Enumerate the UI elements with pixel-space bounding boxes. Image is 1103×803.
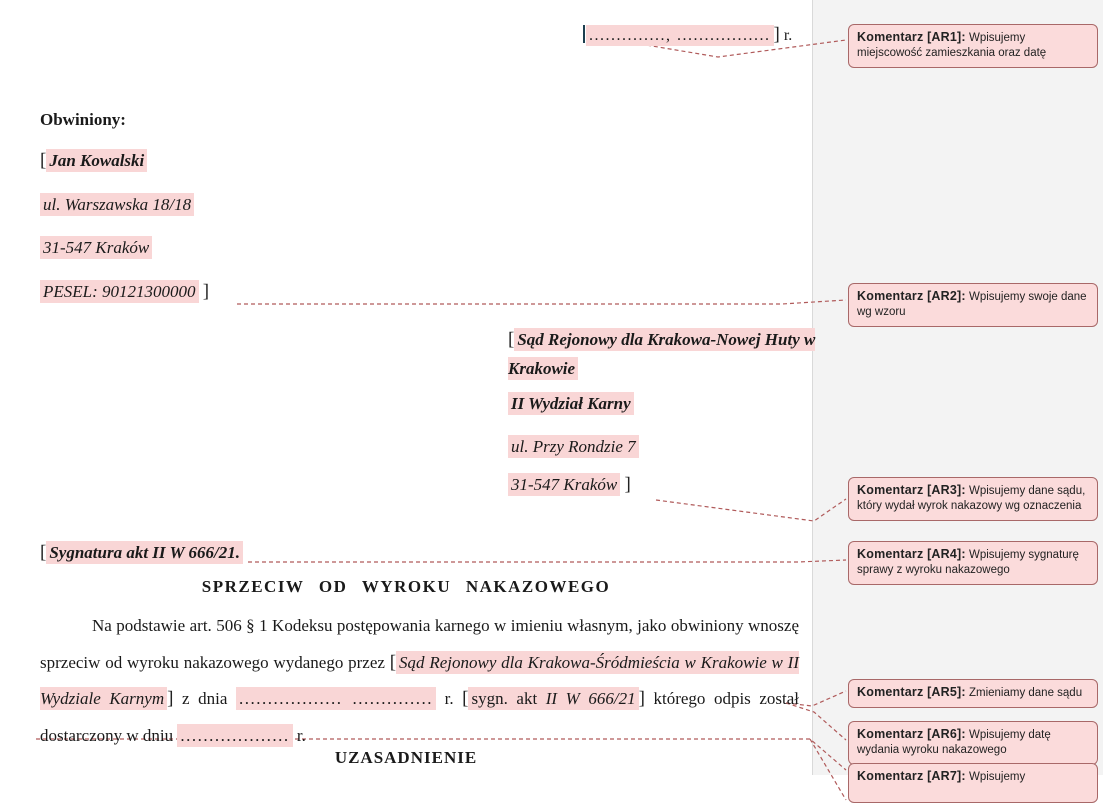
court-street[interactable]: ul. Przy Rondzie 7 xyxy=(508,435,639,458)
comment-ar7-label: Komentarz [AR7]: xyxy=(857,769,966,783)
body-text-3: r. xyxy=(436,689,463,708)
comment-ar5[interactable] xyxy=(848,679,1098,708)
delivery-date-placeholder[interactable]: ................... xyxy=(177,724,292,747)
comment-ar3[interactable] xyxy=(848,477,1098,521)
comment-range-close-bracket: ] xyxy=(638,688,645,709)
comment-range-open-bracket: [ xyxy=(40,542,47,563)
comments-pane xyxy=(812,0,1103,775)
defendant-pesel[interactable]: PESEL: 90121300000 xyxy=(40,280,199,303)
comment-ar2-text: Wpisujemy swoje dane wg wzoru xyxy=(857,291,1087,318)
comment-range-open-bracket: [ xyxy=(508,329,515,350)
defendant-city[interactable]: 31-547 Kraków xyxy=(40,236,152,259)
place-date-suffix: r. xyxy=(779,27,793,44)
comment-ar6-text: Wpisujemy datę wydania wyroku nakazowego xyxy=(857,729,1051,756)
comment-ar4-label: Komentarz [AR4]: xyxy=(857,547,966,561)
defendant-label: Obwiniony: xyxy=(40,110,126,129)
body-text-1: Na podstawie art. 506 § 1 Kodeksu postępowania karnego w imieniu własnym, jako obwiniony wnoszę sprzeciw od wyroku nakazowego wydanego przez xyxy=(40,616,799,672)
defendant-name-line xyxy=(40,150,147,172)
comment-ar2-label: Komentarz [AR2]: xyxy=(857,289,966,303)
case-number: II W 666/21 xyxy=(545,689,636,708)
defendant-pesel-line xyxy=(40,281,209,303)
comment-ar1-text: Wpisujemy miejscowość zamieszkania oraz datę xyxy=(857,32,1047,59)
body-paragraph xyxy=(40,608,799,754)
court-city-line xyxy=(508,474,631,496)
comment-ar1[interactable] xyxy=(848,24,1098,68)
comment-ar4-text: Wpisujemy sygnaturę sprawy z wyroku nakazowego xyxy=(857,549,1079,576)
comment-range-close-bracket: ] xyxy=(202,281,210,302)
comment-ar2[interactable] xyxy=(848,283,1098,327)
comment-ar7-text: Wpisujemy xyxy=(965,771,1026,783)
court-name-line xyxy=(508,325,880,383)
comment-range-close-bracket: ] xyxy=(773,24,780,45)
judgment-date-placeholder[interactable]: .................. .............. xyxy=(236,687,436,710)
issuing-court-highlight[interactable]: Sąd Rejonowy dla Krakowa-Śródmieścia w Krakowie w II Wydziale Karnym xyxy=(40,652,799,708)
defendant-street[interactable]: ul. Warszawska 18/18 xyxy=(40,193,194,216)
text-cursor xyxy=(583,25,585,43)
body-text-5: r. xyxy=(292,725,306,745)
defendant-city-line xyxy=(40,238,152,258)
defendant-name[interactable]: Jan Kowalski xyxy=(46,149,147,172)
case-number-highlight[interactable] xyxy=(468,687,638,710)
case-number-prefix: sygn. akt xyxy=(471,689,546,708)
comment-range-close-bracket: ] xyxy=(167,688,174,709)
comment-ar1-label: Komentarz [AR1]: xyxy=(857,30,966,44)
body-text-4: którego odpis został dostarczony w dniu xyxy=(40,689,800,745)
comment-ar5-text: Zmieniamy dane sądu xyxy=(965,687,1083,699)
defendant-street-line xyxy=(40,195,194,215)
court-division-line xyxy=(508,394,634,414)
comment-range-open-bracket: [ xyxy=(40,150,47,171)
place-date-line xyxy=(583,24,792,46)
court-name[interactable]: Sąd Rejonowy dla Krakowa-Nowej Huty w Krakowie xyxy=(508,330,816,378)
body-text-2: z dnia xyxy=(173,689,236,708)
court-division[interactable]: II Wydział Karny xyxy=(508,392,634,415)
justification-heading: UZASADNIENIE xyxy=(334,748,478,767)
place-date-placeholder[interactable]: .............., ................. xyxy=(586,25,774,46)
comment-ar7[interactable] xyxy=(848,763,1098,803)
court-street-line xyxy=(508,437,639,457)
comment-ar3-label: Komentarz [AR3]: xyxy=(857,483,966,497)
comment-range-open-bracket: [ xyxy=(389,651,397,673)
case-reference[interactable]: Sygnatura akt II W 666/21. xyxy=(46,541,243,564)
comment-ar5-label: Komentarz [AR5]: xyxy=(857,685,966,699)
comment-ar4[interactable] xyxy=(848,541,1098,585)
case-reference-line xyxy=(40,542,243,564)
comment-range-open-bracket: [ xyxy=(462,688,469,709)
comment-ar3-text: Wpisujemy dane sądu, który wydał wyrok nakazowy wg oznaczenia xyxy=(857,485,1086,512)
document-title: SPRZECIW OD WYROKU NAKAZOWEGO xyxy=(201,577,611,596)
comment-ar6-label: Komentarz [AR6]: xyxy=(857,727,966,741)
comment-ar6[interactable] xyxy=(848,721,1098,765)
comment-range-close-bracket: ] xyxy=(624,474,631,495)
court-city[interactable]: 31-547 Kraków xyxy=(508,473,620,496)
